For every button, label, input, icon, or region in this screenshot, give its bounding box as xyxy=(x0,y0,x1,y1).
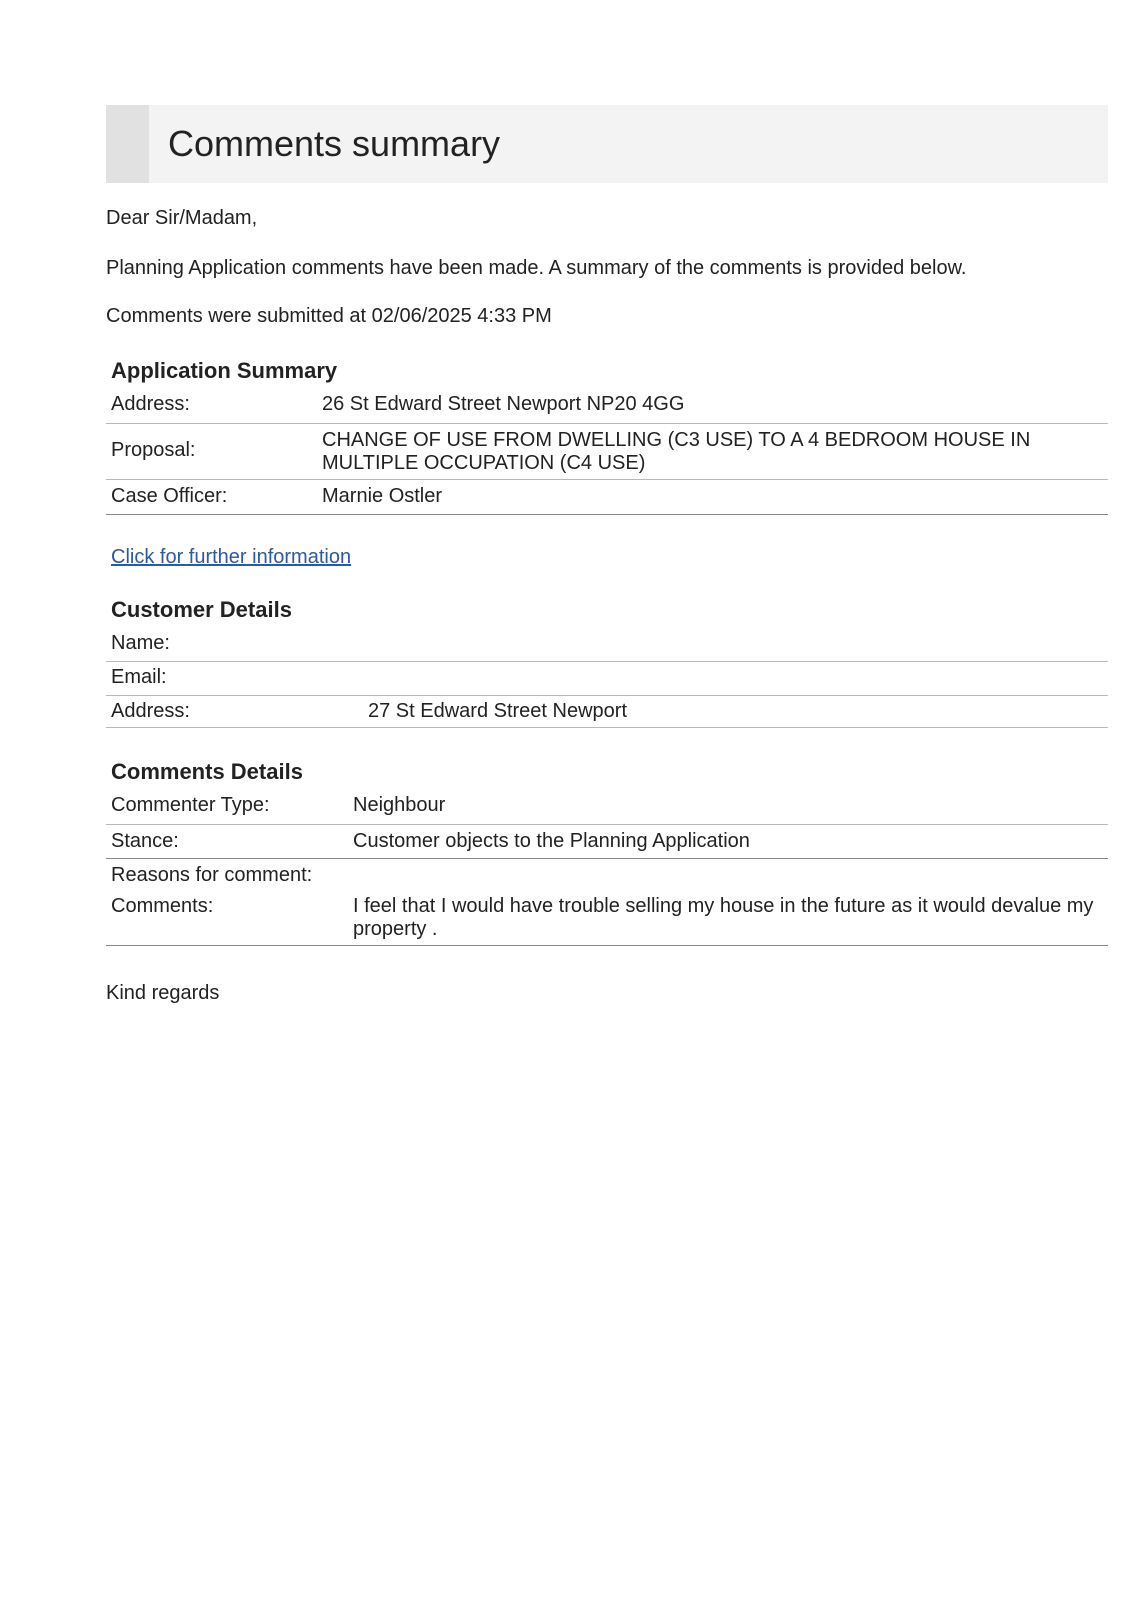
table-row xyxy=(106,890,1108,946)
customer-details-table xyxy=(106,628,1108,728)
page-title: Comments summary xyxy=(168,123,501,164)
document-page xyxy=(106,105,1108,1004)
customer-details-heading: Customer Details xyxy=(111,597,292,622)
comments-details-table xyxy=(106,790,1108,946)
table-row xyxy=(106,480,1108,515)
row-value: 27 St Edward Street Newport xyxy=(368,700,628,722)
row-label: Name: xyxy=(111,632,170,654)
row-value: CHANGE OF USE FROM DWELLING (C3 USE) TO A 4 BEDROOM HOUSE IN MULTIPLE OCCUPATION (C4 USE) xyxy=(322,429,1031,474)
banner-accent xyxy=(106,105,149,183)
row-label: Case Officer: xyxy=(111,485,228,507)
sign-off-text: Kind regards xyxy=(106,982,220,1004)
greeting-text: Dear Sir/Madam, xyxy=(106,207,258,229)
table-row xyxy=(106,696,1108,728)
submitted-timestamp: Comments were submitted at 02/06/2025 4:33 PM xyxy=(106,305,552,327)
table-row xyxy=(106,790,1108,825)
further-information-link[interactable]: Click for further information xyxy=(111,546,352,568)
table-row xyxy=(106,628,1108,662)
comments-details-heading: Comments Details xyxy=(111,759,303,784)
row-value: I feel that I would have trouble selling my house in the future as it would devalue my property . xyxy=(353,895,1094,940)
table-row xyxy=(106,389,1108,424)
row-label: Stance: xyxy=(111,830,179,852)
row-value: 26 St Edward Street Newport NP20 4GG xyxy=(322,393,685,415)
row-value: Customer objects to the Planning Application xyxy=(353,830,750,852)
application-summary-table xyxy=(106,389,1108,515)
table-row xyxy=(106,825,1108,859)
row-label: Address: xyxy=(111,393,190,415)
row-label: Reasons for comment: xyxy=(111,864,313,886)
table-row xyxy=(106,662,1108,696)
intro-message: Planning Application comments have been made. A summary of the comments is provided below. xyxy=(106,257,967,279)
row-label: Email: xyxy=(111,666,167,688)
table-row xyxy=(106,424,1108,480)
row-label: Commenter Type: xyxy=(111,794,270,816)
row-label: Proposal: xyxy=(111,439,196,461)
row-label: Comments: xyxy=(111,895,214,917)
table-row xyxy=(106,859,1108,890)
row-value: Marnie Ostler xyxy=(322,485,443,507)
application-summary-heading: Application Summary xyxy=(111,358,338,383)
row-label: Address: xyxy=(111,700,190,722)
row-value: Neighbour xyxy=(353,794,446,816)
header-banner xyxy=(106,105,1108,183)
